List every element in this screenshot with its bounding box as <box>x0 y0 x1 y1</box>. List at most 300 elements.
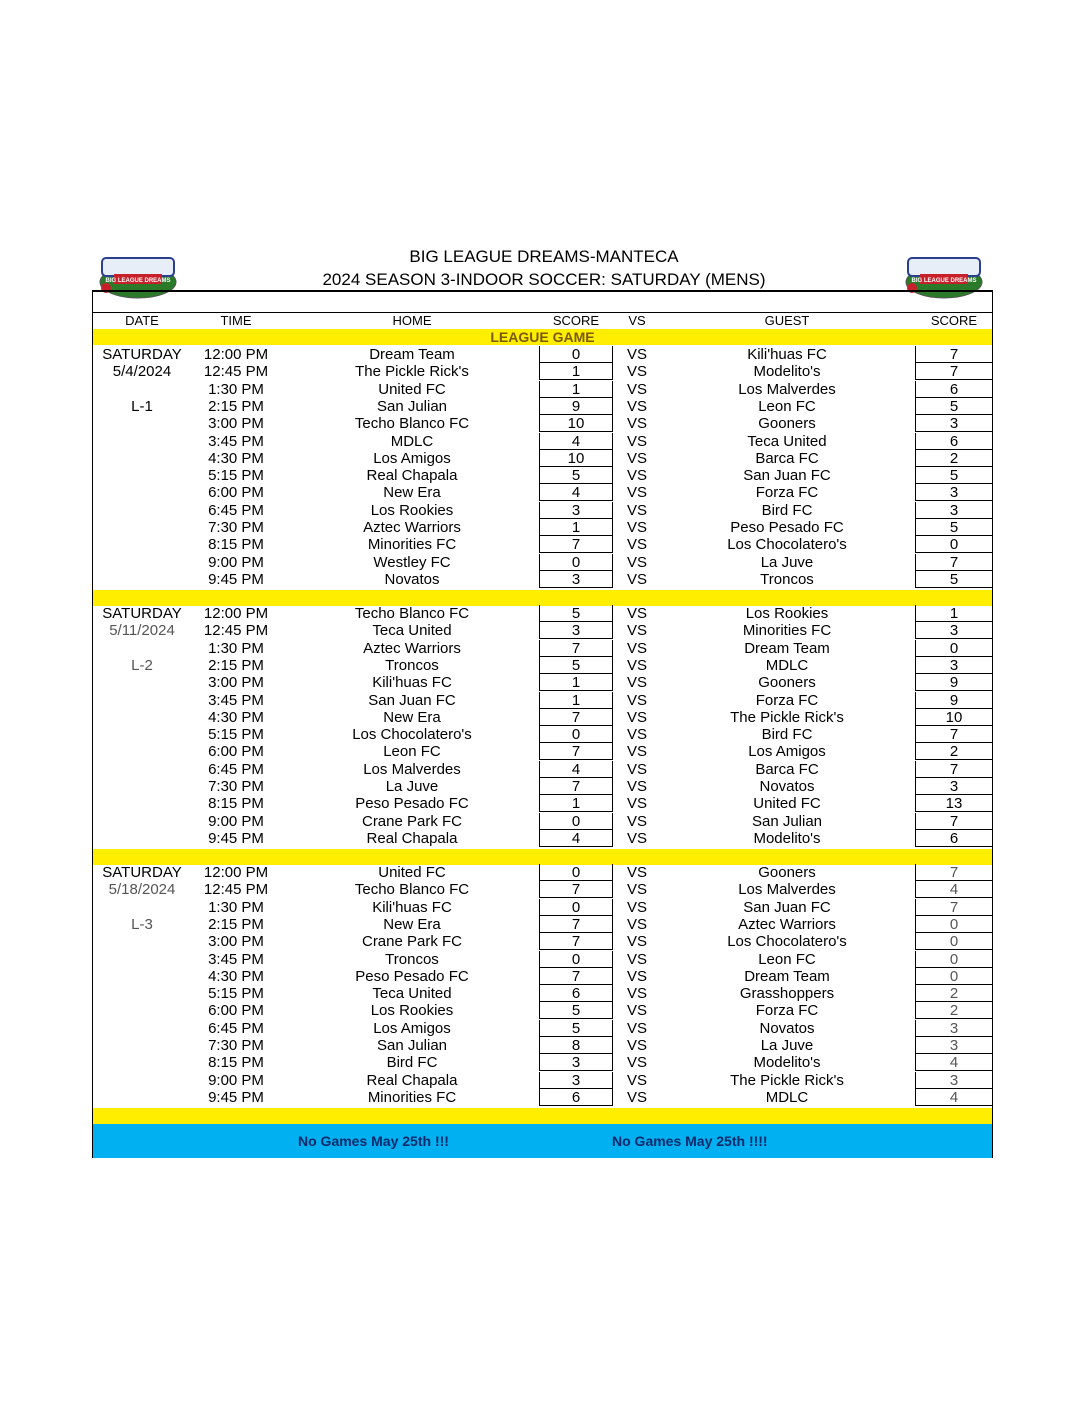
guest-score: 13 <box>915 795 993 812</box>
col-time: TIME <box>220 313 252 328</box>
home-score: 0 <box>539 554 613 571</box>
vs-label: VS <box>626 519 647 536</box>
game-time: 6:45 PM <box>208 501 264 519</box>
guest-score: 0 <box>915 640 993 657</box>
guest-score: 7 <box>915 864 993 881</box>
home-score: 3 <box>539 571 613 588</box>
guest-score: 0 <box>915 951 993 968</box>
guest-team: Barca FC <box>755 449 819 467</box>
home-score: 0 <box>539 899 613 916</box>
week-separator <box>93 849 992 865</box>
game-time: 3:00 PM <box>208 933 264 951</box>
guest-team: Bird FC <box>761 501 813 519</box>
game-row <box>93 1054 992 1071</box>
home-score: 7 <box>539 968 613 985</box>
home-score: 6 <box>539 1089 613 1106</box>
home-team: Peso Pesado FC <box>355 967 469 985</box>
vs-label: VS <box>626 708 647 726</box>
vs-label: VS <box>626 1071 647 1089</box>
guest-score: 3 <box>915 415 993 432</box>
home-team: Crane Park FC <box>361 812 463 830</box>
game-time: 9:00 PM <box>208 553 264 571</box>
vs-label: VS <box>626 1019 647 1037</box>
home-team: Peso Pesado FC <box>355 795 469 813</box>
home-team: Real Chapala <box>366 829 458 847</box>
game-row <box>93 778 992 795</box>
vs-label: VS <box>626 778 647 795</box>
vs-label: VS <box>626 570 647 588</box>
game-time: 3:00 PM <box>208 674 264 692</box>
vs-label: VS <box>626 915 647 933</box>
guest-score: 7 <box>915 726 993 743</box>
guest-team: San Juan FC <box>743 467 831 485</box>
home-score: 1 <box>539 692 613 709</box>
game-time: 2:15 PM <box>208 656 264 674</box>
vs-label: VS <box>626 622 647 640</box>
vs-label: VS <box>626 967 647 985</box>
guest-team: Aztec Warriors <box>738 915 836 933</box>
home-score: 4 <box>539 761 613 778</box>
home-team: Los Rookies <box>370 1002 454 1020</box>
home-team: Real Chapala <box>366 1071 458 1089</box>
guest-team: Leon FC <box>758 950 816 968</box>
vs-label: VS <box>626 432 647 450</box>
game-row <box>93 657 992 674</box>
home-score: 10 <box>539 450 613 467</box>
guest-score: 0 <box>915 933 993 950</box>
week-separator <box>93 590 992 606</box>
game-row <box>93 467 992 484</box>
notice-right: No Games May 25th !!!! <box>612 1133 768 1149</box>
game-time: 6:45 PM <box>208 760 264 778</box>
guest-team: Grasshoppers <box>739 985 835 1003</box>
guest-team: San Juan FC <box>743 898 831 916</box>
vs-label: VS <box>626 691 647 709</box>
game-time: 4:30 PM <box>208 449 264 467</box>
home-score: 7 <box>539 881 613 898</box>
game-row <box>93 415 992 432</box>
guest-team: Los Chocolatero's <box>727 933 847 951</box>
guest-score: 7 <box>915 363 993 380</box>
home-score: 1 <box>539 674 613 691</box>
game-time: 8:15 PM <box>208 1054 264 1072</box>
guest-team: United FC <box>753 795 821 813</box>
game-row <box>93 519 992 536</box>
week-label: L-3 <box>131 915 153 933</box>
vs-label: VS <box>626 553 647 571</box>
guest-team: Los Malverdes <box>738 380 836 398</box>
guest-score: 0 <box>915 916 993 933</box>
game-time: 3:45 PM <box>208 950 264 968</box>
guest-score: 3 <box>915 1037 993 1054</box>
guest-score: 7 <box>915 346 993 363</box>
home-score: 3 <box>539 502 613 519</box>
game-time: 3:45 PM <box>208 691 264 709</box>
game-row <box>93 709 992 726</box>
guest-score: 5 <box>915 519 993 536</box>
guest-team: Forza FC <box>755 691 819 709</box>
vs-label: VS <box>626 536 647 554</box>
game-time: 9:45 PM <box>208 829 264 847</box>
col-guest: GUEST <box>764 313 810 328</box>
game-row <box>93 398 992 415</box>
guest-score: 3 <box>915 502 993 519</box>
home-team: Los Malverdes <box>363 760 461 778</box>
game-time: 9:00 PM <box>208 1071 264 1089</box>
home-team: The Pickle Rick's <box>355 363 469 381</box>
guest-team: Teca United <box>747 432 827 450</box>
guest-team: Gooners <box>758 415 816 433</box>
guest-team: MDLC <box>765 656 809 674</box>
guest-score: 9 <box>915 692 993 709</box>
guest-team: Los Rookies <box>745 605 829 622</box>
guest-team: Minorities FC <box>742 622 832 640</box>
guest-score: 6 <box>915 381 993 398</box>
game-row <box>93 346 992 363</box>
game-row <box>93 674 992 691</box>
home-team: Techo Blanco FC <box>354 415 470 433</box>
home-team: Los Amigos <box>373 449 451 467</box>
game-time: 12:00 PM <box>203 605 269 622</box>
home-team: Troncos <box>385 950 439 968</box>
home-score: 5 <box>539 605 613 622</box>
home-score: 1 <box>539 519 613 536</box>
guest-team: Barca FC <box>755 760 819 778</box>
vs-label: VS <box>626 397 647 415</box>
vs-label: VS <box>626 380 647 398</box>
home-score: 1 <box>539 795 613 812</box>
guest-score: 3 <box>915 1020 993 1037</box>
home-score: 8 <box>539 1037 613 1054</box>
game-row <box>93 502 992 519</box>
home-team: Los Rookies <box>370 501 454 519</box>
guest-team: Novatos <box>759 1019 815 1037</box>
vs-label: VS <box>626 812 647 830</box>
home-team: Los Amigos <box>373 1019 451 1037</box>
home-team: San Juan FC <box>368 691 456 709</box>
home-score: 6 <box>539 985 613 1002</box>
game-row <box>93 692 992 709</box>
guest-team: Modelito's <box>753 1054 821 1072</box>
game-row <box>93 743 992 760</box>
col-home: HOME <box>392 313 432 328</box>
page-title: BIG LEAGUE DREAMS-MANTECA <box>409 247 679 266</box>
vs-label: VS <box>626 726 647 744</box>
no-games-banner <box>93 1124 992 1158</box>
home-team: United FC <box>378 380 446 398</box>
guest-score: 3 <box>915 657 993 674</box>
home-team: Los Chocolatero's <box>352 726 472 744</box>
guest-team: Los Malverdes <box>738 881 836 899</box>
home-score: 5 <box>539 1002 613 1019</box>
guest-score: 3 <box>915 1072 993 1089</box>
game-row <box>93 881 992 898</box>
home-team: Kili'huas FC <box>372 674 452 692</box>
home-team: Teca United <box>372 985 452 1003</box>
guest-team: La Juve <box>760 553 814 571</box>
game-row <box>93 933 992 950</box>
game-time: 12:00 PM <box>203 346 269 363</box>
vs-label: VS <box>626 605 647 622</box>
game-time: 1:30 PM <box>208 380 264 398</box>
column-header-row <box>93 312 992 330</box>
game-row <box>93 899 992 916</box>
guest-team: Modelito's <box>753 363 821 381</box>
week-day: SATURDAY <box>102 605 182 622</box>
guest-score: 10 <box>915 709 993 726</box>
home-team: Dream Team <box>369 346 455 363</box>
home-score: 7 <box>539 778 613 795</box>
guest-team: La Juve <box>760 1037 814 1054</box>
game-row <box>93 795 992 812</box>
guest-score: 0 <box>915 536 993 553</box>
home-score: 1 <box>539 381 613 398</box>
guest-team: Kili'huas FC <box>747 346 827 363</box>
home-score: 4 <box>539 830 613 847</box>
game-time: 5:15 PM <box>208 467 264 485</box>
game-time: 12:00 PM <box>203 864 269 881</box>
week-day: SATURDAY <box>102 864 182 881</box>
guest-team: Peso Pesado FC <box>730 519 844 536</box>
game-row <box>93 1020 992 1037</box>
guest-score: 7 <box>915 554 993 571</box>
guest-team: Los Amigos <box>748 743 826 761</box>
week-separator <box>93 1108 992 1124</box>
game-time: 3:45 PM <box>208 432 264 450</box>
home-team: Troncos <box>385 656 439 674</box>
home-team: Aztec Warriors <box>363 639 461 657</box>
guest-team: Los Chocolatero's <box>727 536 847 554</box>
home-score: 4 <box>539 484 613 501</box>
vs-label: VS <box>626 674 647 692</box>
week-label: L-1 <box>131 397 153 415</box>
game-row <box>93 864 992 881</box>
vs-label: VS <box>626 881 647 899</box>
home-team: Kili'huas FC <box>372 898 452 916</box>
home-team: United FC <box>378 864 446 881</box>
game-row <box>93 363 992 380</box>
vs-label: VS <box>626 743 647 761</box>
vs-label: VS <box>626 1037 647 1054</box>
game-row <box>93 536 992 553</box>
game-row <box>93 571 992 588</box>
guest-score: 0 <box>915 968 993 985</box>
guest-score: 3 <box>915 622 993 639</box>
home-team: Teca United <box>372 622 452 640</box>
game-row <box>93 1072 992 1089</box>
guest-team: MDLC <box>765 1088 809 1106</box>
guest-team: Troncos <box>760 570 814 588</box>
game-time: 2:15 PM <box>208 397 264 415</box>
vs-label: VS <box>626 484 647 502</box>
game-row <box>93 726 992 743</box>
home-score: 0 <box>539 726 613 743</box>
guest-score: 4 <box>915 1054 993 1071</box>
league-game-banner: LEAGUE GAME <box>93 329 992 345</box>
vs-label: VS <box>626 985 647 1003</box>
home-score: 3 <box>539 622 613 639</box>
game-time: 4:30 PM <box>208 708 264 726</box>
guest-team: Leon FC <box>758 397 816 415</box>
home-team: Techo Blanco FC <box>354 881 470 899</box>
guest-score: 2 <box>915 743 993 760</box>
guest-team: Gooners <box>758 864 816 881</box>
game-row <box>93 968 992 985</box>
guest-team: The Pickle Rick's <box>730 708 844 726</box>
vs-label: VS <box>626 363 647 381</box>
notice-left: No Games May 25th !!! <box>298 1133 449 1149</box>
home-team: Novatos <box>384 570 440 588</box>
home-team: Leon FC <box>383 743 441 761</box>
guest-score: 5 <box>915 398 993 415</box>
game-row <box>93 985 992 1002</box>
game-row <box>93 433 992 450</box>
game-time: 5:15 PM <box>208 726 264 744</box>
vs-label: VS <box>626 950 647 968</box>
home-score: 7 <box>539 709 613 726</box>
guest-score: 5 <box>915 571 993 588</box>
game-time: 9:45 PM <box>208 570 264 588</box>
vs-label: VS <box>626 1002 647 1020</box>
home-team: San Julian <box>376 1037 448 1054</box>
week-label: L-2 <box>131 656 153 674</box>
game-row <box>93 640 992 657</box>
home-score: 3 <box>539 1054 613 1071</box>
guest-team: Dream Team <box>744 967 830 985</box>
home-score: 4 <box>539 433 613 450</box>
game-time: 4:30 PM <box>208 967 264 985</box>
home-score: 9 <box>539 398 613 415</box>
guest-score: 4 <box>915 1089 993 1106</box>
home-score: 0 <box>539 864 613 881</box>
game-row <box>93 605 992 622</box>
home-team: San Julian <box>376 397 448 415</box>
game-row <box>93 1002 992 1019</box>
guest-score: 6 <box>915 830 993 847</box>
vs-label: VS <box>626 898 647 916</box>
guest-score: 1 <box>915 605 993 622</box>
game-time: 1:30 PM <box>208 639 264 657</box>
home-team: New Era <box>383 484 441 502</box>
game-row <box>93 761 992 778</box>
game-time: 5:15 PM <box>208 985 264 1003</box>
guest-team: Gooners <box>758 674 816 692</box>
home-team: Minorities FC <box>367 1088 457 1106</box>
col-guest-score: SCORE <box>930 313 978 328</box>
home-team: Real Chapala <box>366 467 458 485</box>
home-score: 7 <box>539 933 613 950</box>
game-time: 7:30 PM <box>208 778 264 795</box>
page-subtitle: 2024 SEASON 3-INDOOR SOCCER: SATURDAY (MENS) <box>322 270 766 289</box>
guest-score: 7 <box>915 761 993 778</box>
vs-label: VS <box>626 1054 647 1072</box>
guest-score: 2 <box>915 985 993 1002</box>
guest-team: Forza FC <box>755 484 819 502</box>
game-time: 7:30 PM <box>208 1037 264 1054</box>
home-team: Aztec Warriors <box>363 519 461 536</box>
week-date: 5/4/2024 <box>112 363 172 381</box>
week-day: SATURDAY <box>102 346 182 363</box>
logo-text: BIG LEAGUE DREAMS <box>105 278 171 284</box>
guest-team: The Pickle Rick's <box>730 1071 844 1089</box>
game-time: 6:00 PM <box>208 484 264 502</box>
guest-team: Dream Team <box>744 639 830 657</box>
game-time: 6:00 PM <box>208 743 264 761</box>
game-time: 9:00 PM <box>208 812 264 830</box>
home-team: MDLC <box>390 432 434 450</box>
home-score: 0 <box>539 951 613 968</box>
home-team: La Juve <box>385 778 439 795</box>
game-time: 2:15 PM <box>208 915 264 933</box>
logo-text: BIG LEAGUE DREAMS <box>911 278 977 284</box>
guest-team: Modelito's <box>753 829 821 847</box>
guest-score: 5 <box>915 467 993 484</box>
game-row <box>93 916 992 933</box>
home-score: 0 <box>539 346 613 363</box>
vs-label: VS <box>626 795 647 813</box>
game-time: 12:45 PM <box>203 881 269 899</box>
home-score: 7 <box>539 743 613 760</box>
guest-score: 9 <box>915 674 993 691</box>
guest-score: 2 <box>915 450 993 467</box>
game-row <box>93 1089 992 1106</box>
vs-label: VS <box>626 760 647 778</box>
guest-score: 7 <box>915 813 993 830</box>
game-time: 8:15 PM <box>208 536 264 554</box>
game-row <box>93 813 992 830</box>
game-time: 8:15 PM <box>208 795 264 813</box>
vs-label: VS <box>626 467 647 485</box>
game-time: 3:00 PM <box>208 415 264 433</box>
game-time: 6:45 PM <box>208 1019 264 1037</box>
game-row <box>93 381 992 398</box>
vs-label: VS <box>626 933 647 951</box>
week-date: 5/18/2024 <box>108 881 176 899</box>
home-score: 5 <box>539 467 613 484</box>
home-score: 10 <box>539 415 613 432</box>
vs-label: VS <box>626 346 647 363</box>
guest-team: Novatos <box>759 778 815 795</box>
game-row <box>93 622 992 639</box>
col-vs: VS <box>628 313 646 328</box>
home-team: Crane Park FC <box>361 933 463 951</box>
home-team: Techo Blanco FC <box>354 605 470 622</box>
vs-label: VS <box>626 829 647 847</box>
guest-score: 4 <box>915 881 993 898</box>
home-team: Westley FC <box>373 553 451 571</box>
home-team: New Era <box>383 915 441 933</box>
vs-label: VS <box>626 415 647 433</box>
guest-score: 2 <box>915 1002 993 1019</box>
vs-label: VS <box>626 864 647 881</box>
game-time: 9:45 PM <box>208 1088 264 1106</box>
game-row <box>93 554 992 571</box>
game-time: 12:45 PM <box>203 363 269 381</box>
guest-team: Forza FC <box>755 1002 819 1020</box>
home-score: 7 <box>539 536 613 553</box>
guest-score: 7 <box>915 899 993 916</box>
home-score: 5 <box>539 1020 613 1037</box>
game-row <box>93 830 992 847</box>
col-home-score: SCORE <box>552 313 600 328</box>
vs-label: VS <box>626 656 647 674</box>
home-team: Bird FC <box>386 1054 438 1072</box>
vs-label: VS <box>626 639 647 657</box>
guest-score: 6 <box>915 433 993 450</box>
game-time: 6:00 PM <box>208 1002 264 1020</box>
game-row <box>93 1037 992 1054</box>
home-team: New Era <box>383 708 441 726</box>
